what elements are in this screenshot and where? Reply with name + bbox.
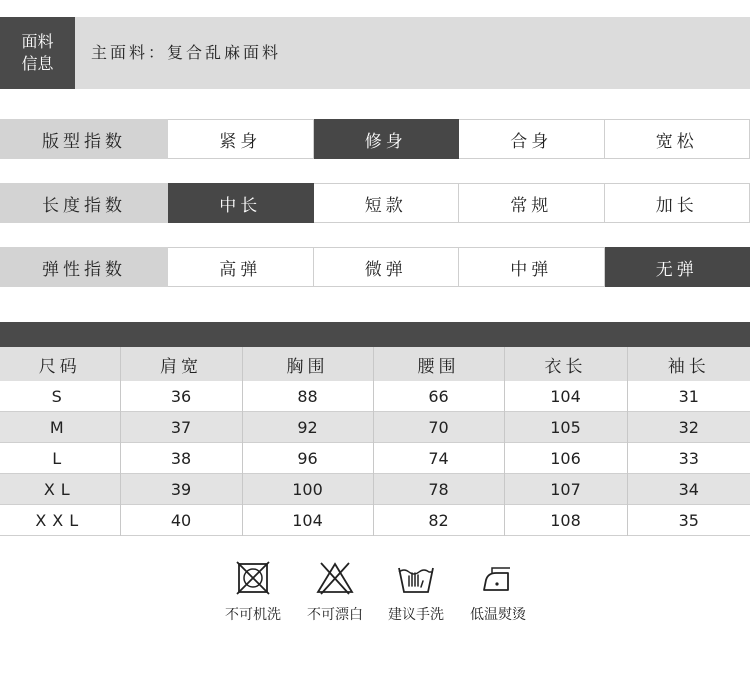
table-row <box>0 443 750 474</box>
care-label: 建议手洗 <box>388 607 444 623</box>
table-cell: 104 <box>242 505 373 536</box>
size-cell: XXL <box>0 505 120 536</box>
column-header-size: 尺码 <box>0 347 120 381</box>
care-label: 不可漂白 <box>307 607 363 623</box>
table-cell: 107 <box>504 474 627 505</box>
length-index-label: 长度指数 <box>0 183 168 223</box>
care-item-hand-wash <box>376 560 456 624</box>
length-index-row <box>0 183 750 223</box>
table-cell: 74 <box>373 443 504 474</box>
column-header-chest: 胸围 <box>242 347 373 381</box>
table-cell: 104 <box>504 381 627 412</box>
size-table-header-row <box>0 347 750 381</box>
fabric-info-bar <box>0 17 750 89</box>
fabric-label-line2: 信息 <box>21 54 54 73</box>
care-instructions <box>0 560 750 630</box>
elasticity-option-none: 无弹 <box>605 247 750 287</box>
table-cell: 32 <box>678 417 699 437</box>
care-label: 低温熨烫 <box>470 607 526 623</box>
table-cell: 108 <box>504 505 627 536</box>
fit-index-label: 版型指数 <box>0 119 168 159</box>
elasticity-option-medium: 中弹 <box>459 247 605 287</box>
table-cell: 105 <box>504 412 627 443</box>
table-cell: 34 <box>678 479 699 499</box>
table-cell: 33 <box>678 448 699 468</box>
size-table-header-bar <box>0 322 750 347</box>
column-header-waist: 腰围 <box>373 347 504 381</box>
elasticity-index-row <box>0 247 750 287</box>
fabric-description: 主面料：复合乱麻面料 <box>91 43 282 62</box>
table-cell: 39 <box>120 474 242 505</box>
table-row <box>0 474 750 505</box>
table-cell: 31 <box>678 386 699 406</box>
size-cell: M <box>0 412 120 443</box>
table-cell: 38 <box>120 443 242 474</box>
table-cell: 96 <box>242 443 373 474</box>
care-item-no-machine-wash <box>213 560 293 624</box>
size-cell: L <box>0 443 120 474</box>
table-cell: 88 <box>242 381 373 412</box>
fit-option-tight: 紧身 <box>168 119 314 159</box>
column-header-shoulder: 肩宽 <box>120 347 242 381</box>
table-row <box>0 505 750 536</box>
size-cell: S <box>0 381 120 412</box>
table-cell: 92 <box>242 412 373 443</box>
fit-index-row <box>0 119 750 159</box>
length-option-regular: 常规 <box>459 183 605 223</box>
no-machine-wash-icon <box>235 560 271 596</box>
fit-option-loose: 宽松 <box>605 119 750 159</box>
size-cell: XL <box>0 474 120 505</box>
no-bleach-icon <box>315 560 355 596</box>
table-cell: 36 <box>120 381 242 412</box>
table-row <box>0 381 750 412</box>
fit-option-regular: 合身 <box>459 119 605 159</box>
elasticity-option-slight: 微弹 <box>314 247 460 287</box>
care-item-low-iron <box>458 560 538 624</box>
elasticity-option-high: 高弹 <box>168 247 314 287</box>
elasticity-index-label: 弹性指数 <box>0 247 168 287</box>
fabric-label-line1: 面料 <box>21 32 54 51</box>
table-row <box>0 412 750 443</box>
length-option-short: 短款 <box>314 183 460 223</box>
column-header-sleeve: 袖长 <box>667 356 710 377</box>
low-iron-icon <box>478 560 518 596</box>
table-cell: 40 <box>120 505 242 536</box>
column-header-length: 衣长 <box>504 347 627 381</box>
fabric-info-label <box>0 17 75 89</box>
hand-wash-icon <box>396 560 436 596</box>
length-option-mid: 中长 <box>168 183 314 223</box>
table-cell: 100 <box>242 474 373 505</box>
table-cell: 70 <box>373 412 504 443</box>
size-table <box>0 347 750 536</box>
table-cell: 82 <box>373 505 504 536</box>
table-cell: 106 <box>504 443 627 474</box>
fit-option-slim: 修身 <box>314 119 460 159</box>
care-item-no-bleach <box>295 560 375 624</box>
table-cell: 37 <box>120 412 242 443</box>
table-cell: 66 <box>373 381 504 412</box>
length-option-long: 加长 <box>605 183 750 223</box>
table-cell: 78 <box>373 474 504 505</box>
table-cell: 35 <box>678 510 699 530</box>
care-label: 不可机洗 <box>225 607 281 623</box>
